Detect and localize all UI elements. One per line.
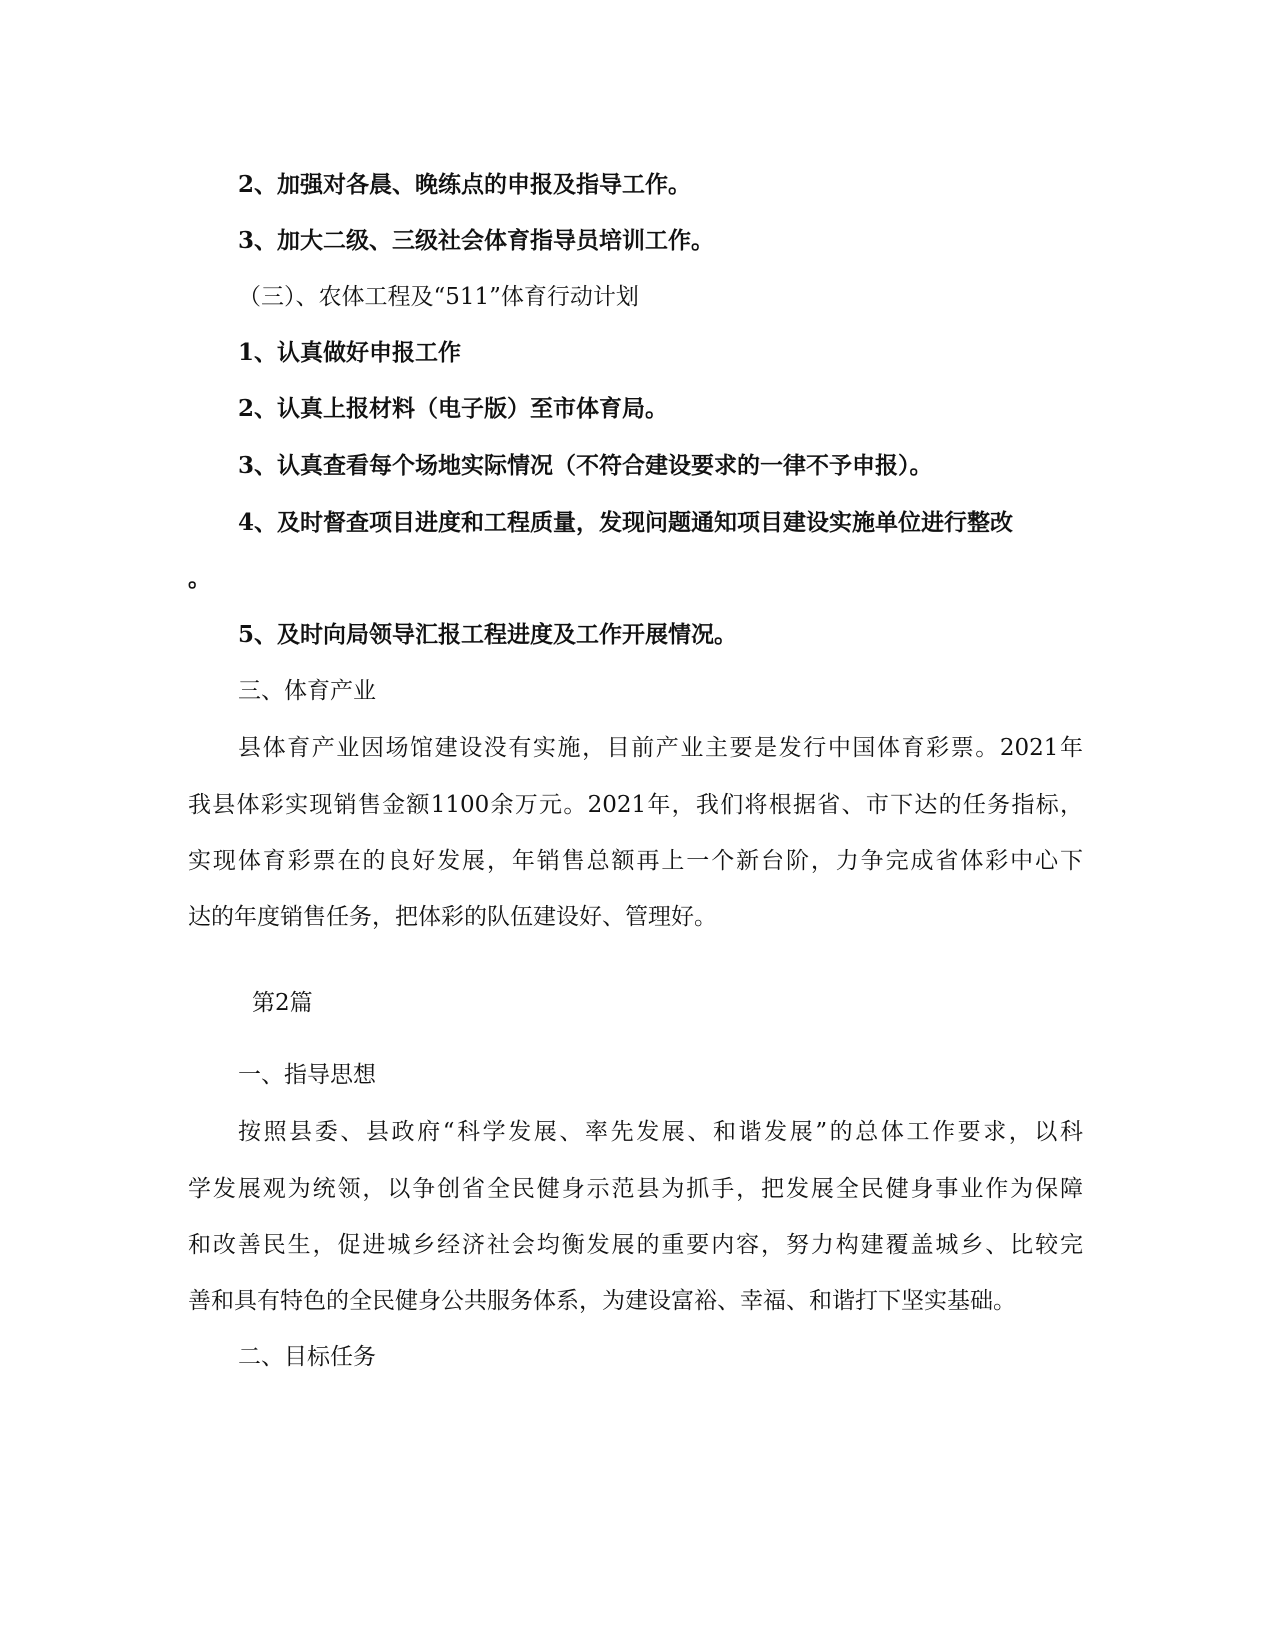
list-item-application: 1、认真做好申报工作 [238,339,462,366]
paragraph-line: 善和具有特色的全民健身公共服务体系，为建设富裕、幸福、和谐打下坚实基础。 [188,1288,1016,1314]
paragraph-line: 按照县委、县政府“科学发展、率先发展、和谐发展”的总体工作要求，以科 [238,1119,1083,1145]
list-item-supervise-progress-continued: 。 [188,565,211,592]
paragraph-line: 县体育产业因场馆建设没有实施，目前产业主要是发行中国体育彩票。2021年 [238,735,1083,761]
paragraph-line: 我县体彩实现销售金额1100余万元。2021年，我们将根据省、市下达的任务指标， [188,792,1083,818]
list-item-instructor-training: 3、加大二级、三级社会体育指导员培训工作。 [238,227,715,254]
list-item-report-to-leaders: 5、及时向局领导汇报工程进度及工作开展情况。 [238,621,738,648]
list-item-submit-materials: 2、认真上报材料（电子版）至市体育局。 [238,395,669,422]
goals-title: 二、目标任务 [238,1344,376,1370]
section-three-title: 三、体育产业 [238,678,376,704]
guiding-thought-title: 一、指导思想 [238,1062,376,1088]
part-two-label: 第2篇 [252,990,313,1016]
paragraph-line: 学发展观为统领，以争创省全民健身示范县为抓手，把发展全民健身事业作为保障 [188,1176,1083,1202]
subsection-three-title: （三）、农体工程及“511”体育行动计划 [238,284,639,310]
list-item-supervise-progress: 4、及时督查项目进度和工程质量，发现问题通知项目建设实施单位进行整改 [238,509,1014,536]
paragraph-line: 达的年度销售任务，把体彩的队伍建设好、管理好。 [188,904,717,930]
list-item-strengthen-practice-points: 2、加强对各晨、晚练点的申报及指导工作。 [238,171,692,198]
paragraph-line: 实现体育彩票在的良好发展，年销售总额再上一个新台阶，力争完成省体彩中心下 [188,848,1083,874]
list-item-check-sites: 3、认真查看每个场地实际情况（不符合建设要求的一律不予申报）。 [238,452,933,479]
paragraph-line: 和改善民生，促进城乡经济社会均衡发展的重要内容，努力构建覆盖城乡、比较完 [188,1232,1083,1258]
